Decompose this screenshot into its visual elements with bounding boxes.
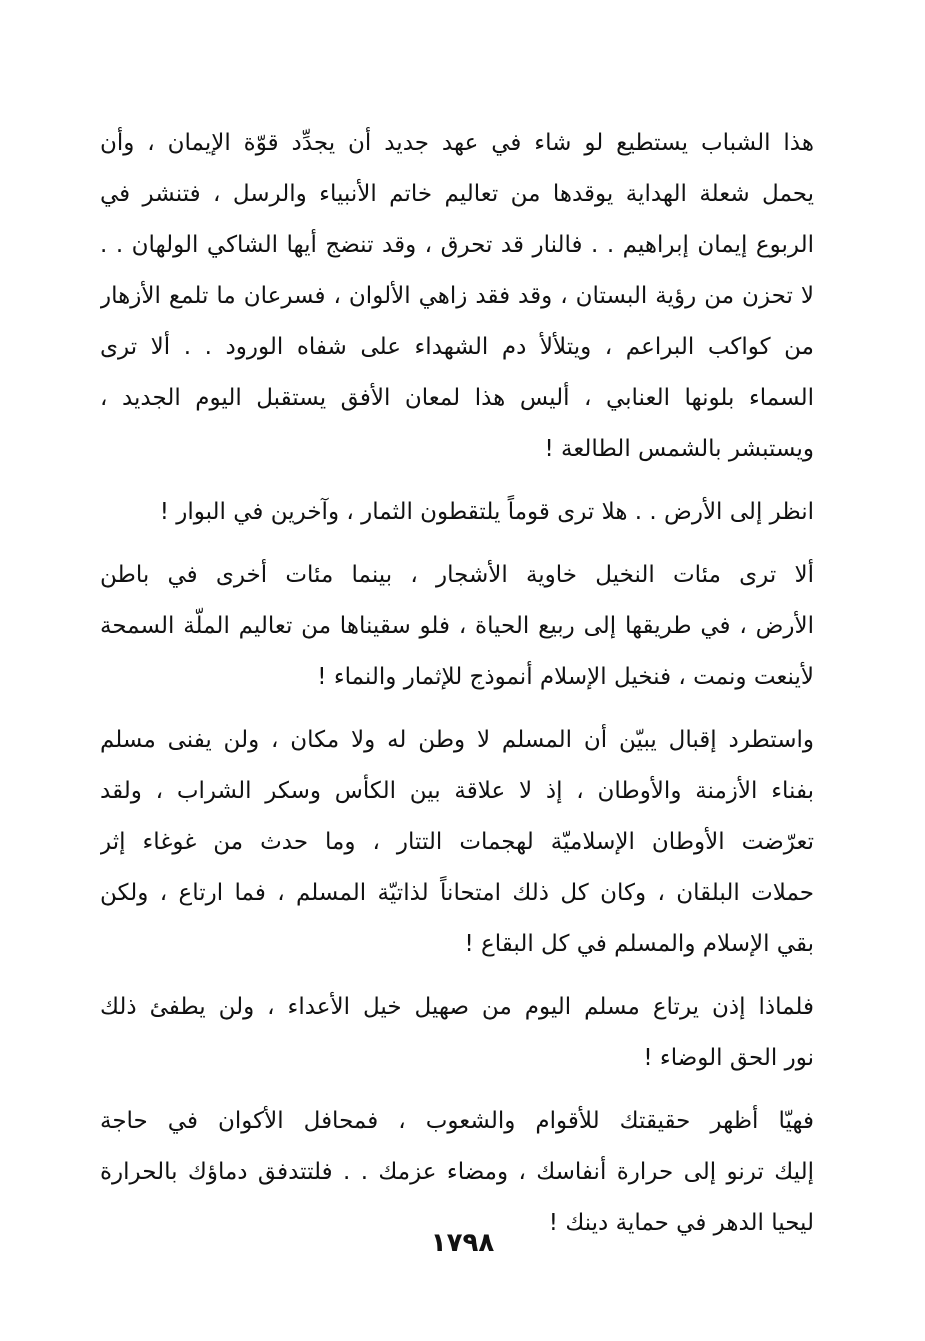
text-line: بقي الإسلام والمسلم في كل البقاع !: [464, 931, 814, 957]
page-number: ١٧٩٨: [430, 1228, 495, 1258]
paragraph: [100, 1096, 814, 1249]
text-line: فلماذا إذن يرتاع مسلم اليوم من صهيل خيل الأعداء ، ولن يطفئ ذلك: [100, 994, 814, 1020]
text-line: فهيّا أظهر حقيقتك للأقوام والشعوب ، فمحافل الأكوان في حاجة: [100, 1108, 814, 1134]
text-line: إليك ترنو إلى حرارة أنفاسك ، ومضاء عزمك . . فلتتدفق دماؤك بالحرارة: [100, 1159, 814, 1185]
text-line: ليحيا الدهر في حماية دينك !: [548, 1210, 814, 1236]
text-line: الربوع إيمان إبراهيم . . فالنار قد تحرق ، وقد تنضج أيها الشاكي الولهان . .: [100, 232, 814, 258]
text-line: ويستبشر بالشمس الطالعة !: [544, 436, 814, 462]
body-text: [100, 118, 814, 1261]
text-line: لأينعت ونمت ، فنخيل الإسلام أنموذج للإثمار والنماء !: [317, 664, 814, 690]
text-line: تعرّضت الأوطان الإسلاميّة لهجمات التتار ، وما حدث من غوغاء إثر: [100, 829, 814, 855]
text-line: هذا الشباب يستطيع لو شاء في عهد جديد أن يجدِّد قوّة الإيمان ، وأن: [100, 130, 814, 156]
text-line: الأرض ، في طريقها إلى ربيع الحياة ، فلو سقيناها من تعاليم الملّة السمحة: [100, 613, 814, 639]
text-line: يحمل شعلة الهداية يوقدها من تعاليم خاتم الأنبياء والرسل ، فتنشر في: [100, 181, 814, 207]
paragraph: [100, 982, 814, 1084]
text-line: لا تحزن من رؤية البستان ، وقد فقد زاهي الألوان ، فسرعان ما تلمع الأزهار: [100, 283, 814, 309]
paragraph: [100, 715, 814, 970]
text-line: من كواكب البراعم ، ويتلألأ دم الشهداء على شفاه الورود . . ألا ترى: [100, 334, 814, 360]
paragraph: [100, 487, 814, 538]
text-line: انظر إلى الأرض . . هلا ترى قوماً يلتقطون الثمار ، وآخرين في البوار !: [159, 499, 814, 525]
text-line: السماء بلونها العنابي ، أليس هذا لمعان الأفق يستقبل اليوم الجديد ،: [100, 385, 814, 411]
paragraph: [100, 118, 814, 475]
text-line: بفناء الأزمنة والأوطان ، إذ لا علاقة بين الكأس وسكر الشراب ، ولقد: [100, 778, 814, 804]
paragraph: [100, 550, 814, 703]
text-line: حملات البلقان ، وكان كل ذلك امتحاناً لذاتيّة المسلم ، فما ارتاع ، ولكن: [100, 880, 814, 906]
text-line: واستطرد إقبال يبيّن أن المسلم لا وطن له ولا مكان ، ولن يفنى مسلم: [100, 727, 814, 753]
text-line: ألا ترى مئات النخيل خاوية الأشجار ، بينما مئات أخرى في باطن: [100, 562, 814, 588]
text-line: نور الحق الوضاء !: [643, 1045, 814, 1071]
